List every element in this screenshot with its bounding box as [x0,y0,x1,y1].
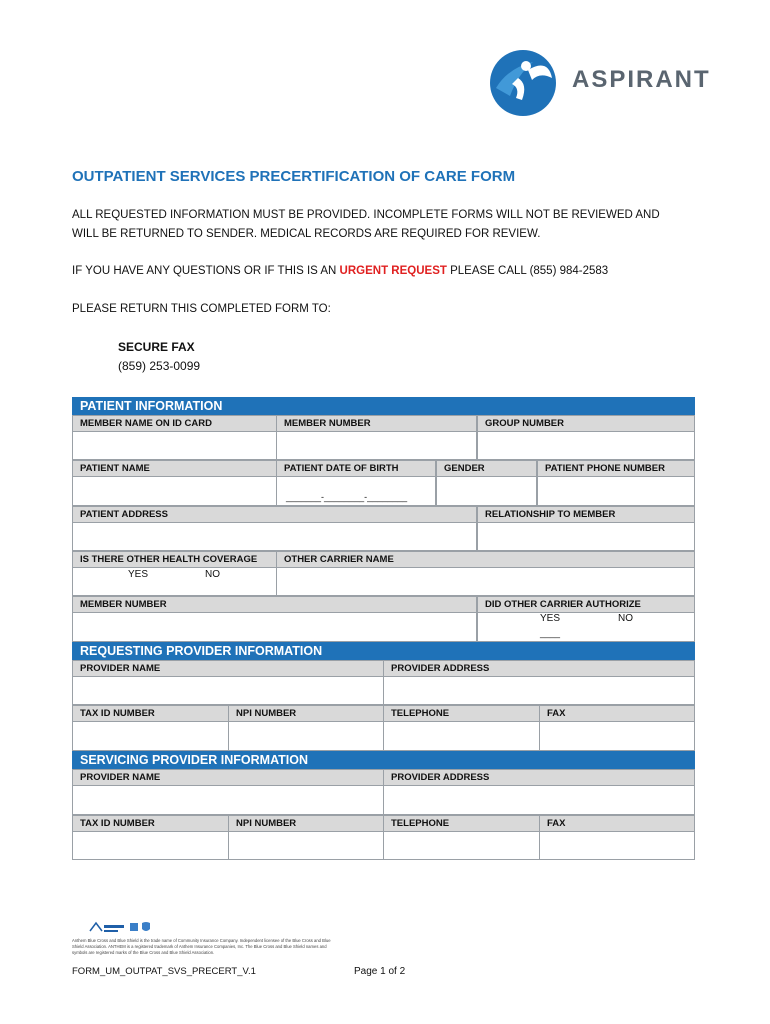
form-title: OUTPATIENT SERVICES PRECERTIFICATION OF CARE FORM [72,168,516,185]
svc-provider-address-field[interactable] [383,785,695,815]
questions-prefix: IF YOU HAVE ANY QUESTIONS OR IF THIS IS AN [72,265,340,277]
other-coverage-yes-option[interactable]: YES [128,569,149,580]
carrier-authorize-label: DID OTHER CARRIER AUTHORIZE [477,596,695,613]
member-number-field[interactable] [276,431,477,460]
req-fax-field[interactable] [539,721,695,751]
member-number-2-field[interactable] [72,612,477,642]
req-telephone-label: TELEPHONE [383,705,540,722]
gender-label: GENDER [436,460,537,477]
other-coverage-label: IS THERE OTHER HEALTH COVERAGE [72,551,277,568]
brand-name: ASPIRANT [572,66,711,93]
gender-field[interactable] [436,476,537,506]
dob-blank: _______-________-________ [286,492,408,502]
patient-phone-label: PATIENT PHONE NUMBER [537,460,695,477]
other-carrier-label: OTHER CARRIER NAME [276,551,695,568]
questions-line [72,262,608,281]
relationship-label: RELATIONSHIP TO MEMBER [477,506,695,523]
svc-provider-address-label: PROVIDER ADDRESS [383,769,695,786]
req-telephone-field[interactable] [383,721,540,751]
svc-fax-field[interactable] [539,831,695,860]
aspirant-logo-icon [488,48,558,118]
carrier-authorize-field [477,612,695,642]
group-number-field[interactable] [477,431,695,460]
req-fax-label: FAX [539,705,695,722]
patient-information-header: PATIENT INFORMATION [72,397,695,415]
carrier-authorize-no-option[interactable]: NO [618,613,633,624]
svc-tax-id-field[interactable] [72,831,229,860]
other-carrier-field[interactable] [276,567,695,596]
req-provider-address-label: PROVIDER ADDRESS [383,660,695,677]
page-number: Page 1 of 2 [354,966,406,977]
dob-label: PATIENT DATE OF BIRTH [276,460,436,477]
req-tax-id-field[interactable] [72,721,229,751]
secure-fax-label: SECURE FAX [118,340,195,354]
member-name-label: MEMBER NAME ON ID CARD [72,415,277,432]
patient-address-label: PATIENT ADDRESS [72,506,477,523]
member-number-2-label: MEMBER NUMBER [72,596,477,613]
req-provider-name-field[interactable] [72,676,384,705]
svc-tax-id-label: TAX ID NUMBER [72,815,229,832]
footer-fine-print: Anthem Blue Cross and Blue Shield is the trade name of Community Insurance Company. Independent licensee of the Blue Cross and Blue Shield Association. ANTHEM is a registered trademark of Anthem Insurance Companies, Inc. The Blue Cross and Blue Shield names and symbols are registered marks of the Blue Cross and Blue Shield Association. [72,938,331,955]
member-number-label: MEMBER NUMBER [276,415,477,432]
patient-name-label: PATIENT NAME [72,460,277,477]
svc-npi-field[interactable] [228,831,384,860]
relationship-field[interactable] [477,522,695,551]
carrier-authorize-blank: ____ [540,628,561,638]
group-number-label: GROUP NUMBER [477,415,695,432]
intro-line-1: ALL REQUESTED INFORMATION MUST BE PROVIDED. INCOMPLETE FORMS WILL NOT BE REVIEWED AND [72,209,660,221]
other-coverage-no-option[interactable]: NO [205,569,220,580]
svc-provider-name-field[interactable] [72,785,384,815]
patient-name-field[interactable] [72,476,277,506]
svc-fax-label: FAX [539,815,695,832]
req-npi-label: NPI NUMBER [228,705,384,722]
req-provider-address-field[interactable] [383,676,695,705]
other-coverage-field [72,567,277,596]
req-provider-name-label: PROVIDER NAME [72,660,384,677]
servicing-provider-header: SERVICING PROVIDER INFORMATION [72,751,695,769]
req-npi-field[interactable] [228,721,384,751]
patient-address-field[interactable] [72,522,477,551]
member-name-field[interactable] [72,431,277,460]
patient-phone-field[interactable] [537,476,695,506]
svc-telephone-label: TELEPHONE [383,815,540,832]
secure-fax-number: (859) 253-0099 [118,359,201,373]
svc-npi-label: NPI NUMBER [228,815,384,832]
carrier-authorize-yes-option[interactable]: YES [540,613,561,624]
svc-provider-name-label: PROVIDER NAME [72,769,384,786]
intro-line-2: WILL BE RETURNED TO SENDER. MEDICAL RECORDS ARE REQUIRED FOR REVIEW. [72,228,541,240]
return-instructions: PLEASE RETURN THIS COMPLETED FORM TO: [72,303,331,315]
req-tax-id-label: TAX ID NUMBER [72,705,229,722]
form-id: FORM_UM_OUTPAT_SVS_PRECERT_V.1 [72,966,256,977]
requesting-provider-header: REQUESTING PROVIDER INFORMATION [72,642,695,660]
questions-suffix: PLEASE CALL (855) 984-2583 [446,265,609,277]
urgent-request-text: URGENT REQUEST [339,265,447,277]
svc-telephone-field[interactable] [383,831,540,860]
